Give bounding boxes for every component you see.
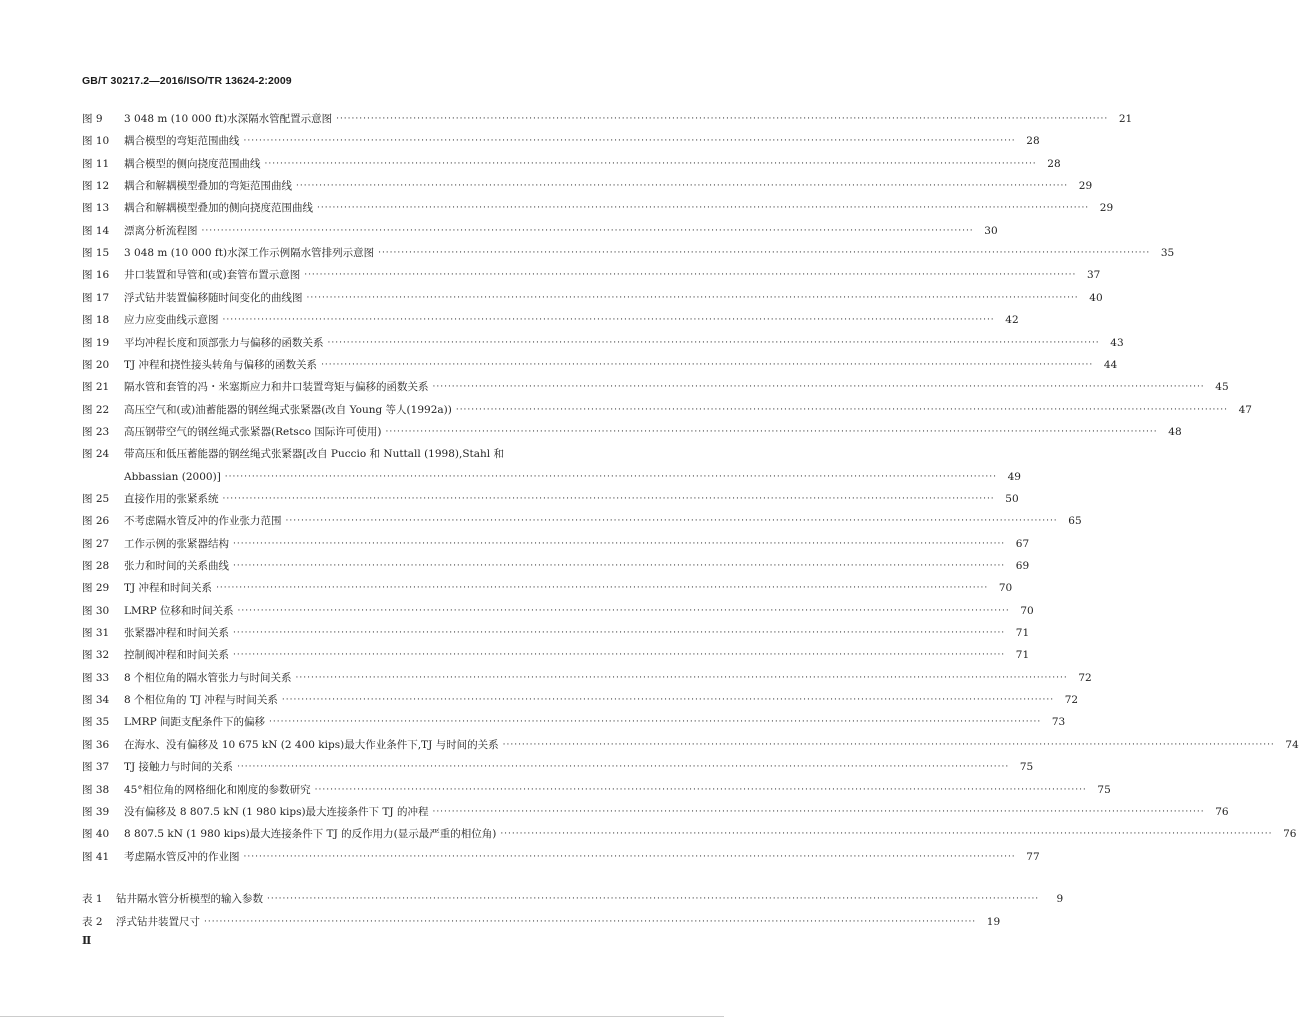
figure-number: 图 11 (82, 157, 110, 170)
table-title: 钻井隔水管分析模型的输入参数 (116, 893, 263, 905)
figure-title: 耦合和解耦模型叠加的弯矩范围曲线 (124, 180, 292, 193)
figure-number: 图 21 (82, 381, 110, 394)
figure-number: 图 36 (82, 738, 110, 751)
figure-title: LMRP 位移和时间关系 (124, 604, 234, 617)
figure-title: 考虑隔水管反冲的作业图 (124, 850, 240, 863)
figure-title: 8 个相位角的隔水管张力与时间关系 (124, 671, 292, 684)
page-number: Ⅱ (82, 934, 92, 947)
figure-entry[interactable] (82, 644, 1030, 662)
figure-page-number: 40 (1089, 291, 1103, 304)
figure-number: 图 31 (82, 627, 110, 640)
figure-title: 井口装置和导管和(或)套管布置示意图 (124, 269, 301, 282)
figure-page-number: 72 (1078, 671, 1092, 684)
figure-page-number: 44 (1103, 358, 1118, 371)
figure-entry[interactable] (82, 108, 1133, 126)
dot-leader: ········································································································································································································ (432, 382, 1205, 393)
figure-title: 浮式钻井装置偏移随时间变化的曲线图 (124, 291, 303, 304)
figure-entry[interactable] (82, 354, 1118, 372)
dot-leader: ········································································································································································································ (295, 672, 1068, 683)
dot-leader: ········································································································································································································ (314, 784, 1087, 795)
figure-title: 高压钢带空气的钢丝绳式张紧器(Retsco 国际许可使用) (124, 425, 382, 438)
figure-page-number: 29 (1078, 180, 1093, 193)
figure-page-number: 50 (1005, 492, 1019, 505)
figure-number: 图 23 (82, 425, 110, 438)
figure-number: 图 30 (82, 604, 110, 617)
figure-title: 控制阀冲程和时间关系 (124, 649, 229, 662)
dot-leader: ········································································································································································································ (216, 583, 989, 594)
figure-entry[interactable] (82, 399, 1252, 417)
table-page-number: 9 (1056, 893, 1064, 905)
figure-number: 图 13 (82, 202, 110, 215)
figure-entry[interactable] (82, 197, 1114, 215)
dot-leader: ········································································································································································································ (502, 739, 1275, 750)
dot-leader: ········································································································································································································ (281, 695, 1055, 706)
figure-title: 不考虑隔水管反冲的作业张力范围 (124, 515, 282, 528)
figure-entry[interactable] (82, 153, 1061, 171)
dot-leader: ········································································································································································································ (269, 717, 1042, 728)
figure-number: 图 9 (82, 113, 103, 125)
figure-entry[interactable] (82, 600, 1034, 618)
figure-number: 图 24 (82, 448, 110, 461)
figure-entry[interactable] (82, 309, 1019, 327)
figure-title: 张力和时间的关系曲线 (124, 560, 229, 572)
dot-leader: ········································································································································································································ (243, 851, 1016, 862)
figure-page-number: 77 (1026, 850, 1040, 863)
figure-page-number: 74 (1285, 738, 1299, 751)
figure-number: 图 16 (82, 269, 110, 282)
figure-page-number: 71 (1015, 627, 1030, 640)
figure-title: 张紧器冲程和时间关系 (124, 627, 229, 640)
figure-page-number: 42 (1005, 314, 1019, 327)
figure-entry[interactable] (82, 264, 1101, 282)
figure-entry[interactable] (82, 823, 1297, 841)
table-entry[interactable] (82, 888, 1064, 906)
figure-entry[interactable] (82, 376, 1229, 394)
figure-page-number: 21 (1118, 113, 1133, 125)
dot-leader: ········································································································································································································ (233, 628, 1006, 639)
figure-number: 图 37 (82, 761, 110, 774)
figure-entry[interactable] (82, 779, 1111, 797)
figure-page-number: 45 (1215, 381, 1229, 394)
dot-leader: ········································································································································································································ (432, 806, 1205, 817)
figure-number: 图 12 (82, 180, 110, 193)
dot-leader: ········································································································································································································ (222, 315, 995, 326)
figure-page-number: 29 (1099, 202, 1114, 215)
figure-entry[interactable] (82, 488, 1019, 506)
dot-leader: ········································································································································································································ (378, 248, 1151, 259)
dot-leader: ········································································································································································································ (385, 426, 1158, 437)
dot-leader: ········································································································································································································ (306, 292, 1079, 303)
figure-entry[interactable] (82, 711, 1066, 729)
figure-title: LMRP 间距支配条件下的偏移 (124, 716, 266, 729)
figure-number: 图 19 (82, 336, 110, 349)
figure-entry[interactable] (82, 421, 1182, 439)
figure-entry[interactable] (82, 175, 1093, 193)
figure-page-number: 49 (1007, 470, 1021, 483)
table-number: 表 2 (82, 915, 103, 928)
figure-number: 图 18 (82, 314, 110, 327)
figure-entry[interactable] (82, 130, 1040, 148)
figure-entry[interactable] (82, 443, 642, 461)
figure-page-number: 70 (998, 582, 1013, 595)
figure-title: 8 个相位角的 TJ 冲程与时间关系 (124, 694, 278, 707)
figure-number: 图 41 (82, 850, 110, 863)
figure-number: 图 14 (82, 224, 110, 237)
dot-leader: ········································································································································································································ (237, 605, 1010, 616)
figure-title: 平均冲程长度和顶部张力与偏移的函数关系 (124, 336, 324, 349)
figure-page-number: 37 (1087, 269, 1101, 282)
figure-title: 耦合模型的弯矩范围曲线 (124, 135, 240, 148)
figure-title: 耦合和解耦模型叠加的侧向挠度范围曲线 (124, 202, 313, 215)
figure-entry[interactable] (82, 466, 1021, 484)
bottom-rule (0, 1016, 724, 1017)
dot-leader: ········································································································································································································ (304, 270, 1077, 281)
figure-number: 图 39 (82, 805, 110, 818)
figure-page-number: 28 (1026, 135, 1040, 148)
figure-entry[interactable] (82, 846, 1040, 864)
figure-number: 图 20 (82, 358, 110, 371)
figure-page-number: 73 (1051, 716, 1066, 729)
figure-title: Abbassian (2000)] (124, 470, 221, 483)
figure-number: 图 17 (82, 291, 110, 304)
figure-title: 没有偏移及 8 807.5 kN (1 980 kips)最大连接条件下 TJ 的冲程 (124, 805, 429, 818)
figure-title: 高压空气和(或)油蓄能器的钢丝绳式张紧器(改自 Young 等人(1992a)) (124, 403, 452, 416)
figure-page-number: 76 (1283, 828, 1297, 841)
figure-page-number: 70 (1020, 604, 1034, 617)
figure-number: 图 26 (82, 515, 110, 528)
dot-leader: ········································································································································································································ (317, 203, 1090, 214)
figure-title: 3 048 m (10 000 ft)水深工作示例隔水管排列示意图 (124, 247, 375, 260)
figure-number: 图 34 (82, 694, 110, 707)
figure-number: 图 32 (82, 649, 110, 662)
figure-page-number: 35 (1160, 247, 1175, 260)
figure-title: 45°相位角的网格细化和刚度的参数研究 (124, 783, 311, 796)
figure-page-number: 76 (1215, 805, 1229, 818)
figure-page-number: 48 (1168, 425, 1182, 438)
dot-leader: ········································································································································································································ (285, 516, 1058, 527)
figure-page-number: 65 (1068, 515, 1082, 528)
dot-leader: ········································································································································································································ (264, 158, 1037, 169)
figure-entry[interactable] (82, 533, 1030, 551)
figure-title: 耦合模型的侧向挠度范围曲线 (124, 157, 261, 170)
figure-page-number: 72 (1064, 694, 1079, 707)
figure-entry[interactable] (82, 577, 1013, 595)
dot-leader: ········································································································································································································ (296, 181, 1069, 192)
figure-number: 图 40 (82, 828, 110, 841)
figure-entry[interactable] (82, 734, 1299, 752)
figure-page-number: 75 (1097, 783, 1111, 796)
figure-entry[interactable] (82, 332, 1124, 350)
figure-number: 图 10 (82, 135, 110, 148)
figure-entry[interactable] (82, 510, 1082, 528)
figure-page-number: 69 (1015, 560, 1030, 572)
dot-leader: ········································································································································································································ (233, 561, 1006, 571)
figure-number: 图 22 (82, 403, 110, 416)
figure-title: 3 048 m (10 000 ft)水深隔水管配置示意图 (124, 113, 333, 125)
dot-leader: ········································································································································································································ (267, 894, 1040, 904)
dot-leader: ········································································································································································································ (237, 762, 1010, 773)
document-header: GB/T 30217.2—2016/ISO/TR 13624-2:2009 (82, 75, 292, 87)
table-title: 浮式钻井装置尺寸 (116, 915, 200, 928)
figure-number: 图 15 (82, 247, 110, 260)
figure-title: 带高压和低压蓄能器的钢丝绳式张紧器[改自 Puccio 和 Nuttall (1998),Stahl 和 (124, 448, 504, 461)
figure-title: 8 807.5 kN (1 980 kips)最大连接条件下 TJ 的反作用力(显示最严重的相位角) (124, 828, 497, 841)
figure-entry[interactable] (82, 622, 1030, 640)
table-page-number: 19 (986, 915, 1001, 928)
figure-entry[interactable] (82, 689, 1079, 707)
figure-title: TJ 冲程和挠性接头转角与偏移的函数关系 (124, 358, 318, 371)
figure-page-number: 67 (1015, 537, 1030, 550)
figure-number: 图 25 (82, 492, 110, 505)
figure-entry[interactable] (82, 220, 998, 238)
dot-leader: ········································································································································································································ (233, 538, 1006, 549)
figure-number: 图 27 (82, 537, 110, 550)
figure-entry[interactable] (82, 287, 1103, 305)
figure-number: 图 33 (82, 671, 110, 684)
figure-page-number: 43 (1110, 336, 1124, 349)
dot-leader: ········································································································································································································ (500, 829, 1273, 840)
figure-entry[interactable] (82, 242, 1175, 260)
figure-entry[interactable] (82, 555, 1030, 573)
figure-entry[interactable] (82, 667, 1092, 685)
figure-entry[interactable] (82, 801, 1229, 819)
figure-title: 直接作用的张紧系统 (124, 492, 219, 505)
dot-leader: ········································································································································································································ (224, 471, 997, 482)
figure-number: 图 28 (82, 560, 110, 572)
figure-page-number: 71 (1015, 649, 1030, 662)
figure-title: 漂离分析流程图 (124, 224, 198, 237)
figure-page-number: 75 (1019, 761, 1034, 774)
figure-page-number: 47 (1238, 403, 1252, 416)
dot-leader: ········································································································································································································ (243, 136, 1016, 147)
dot-leader: ········································································································································································································ (204, 916, 977, 927)
dot-leader: ········································································································································································································ (222, 493, 995, 504)
figure-title: 应力应变曲线示意图 (124, 314, 219, 327)
dot-leader: ········································································································································································································ (321, 359, 1094, 370)
figure-page-number: 30 (984, 224, 998, 237)
figure-title: 在海水、没有偏移及 10 675 kN (2 400 kips)最大作业条件下,TJ 与时间的关系 (124, 738, 499, 751)
figure-title: TJ 接触力与时间的关系 (124, 761, 234, 774)
table-number: 表 1 (82, 893, 103, 905)
figure-title: 隔水管和套管的冯・米塞斯应力和井口装置弯矩与偏移的函数关系 (124, 381, 429, 394)
dot-leader: ········································································································································································································ (233, 650, 1006, 661)
dot-leader: ········································································································································································································ (455, 404, 1228, 415)
dot-leader: ········································································································································································································ (336, 114, 1109, 124)
figure-entry[interactable] (82, 756, 1034, 774)
figure-title: TJ 冲程和时间关系 (124, 582, 213, 595)
figure-number: 图 29 (82, 582, 110, 595)
figure-page-number: 28 (1047, 157, 1061, 170)
dot-leader: ········································································································································································································ (327, 337, 1100, 348)
figure-number: 图 38 (82, 783, 110, 796)
figure-number: 图 35 (82, 716, 110, 729)
dot-leader: ········································································································································································································ (201, 225, 974, 236)
table-entry[interactable] (82, 911, 1001, 929)
figure-title: 工作示例的张紧器结构 (124, 537, 229, 550)
